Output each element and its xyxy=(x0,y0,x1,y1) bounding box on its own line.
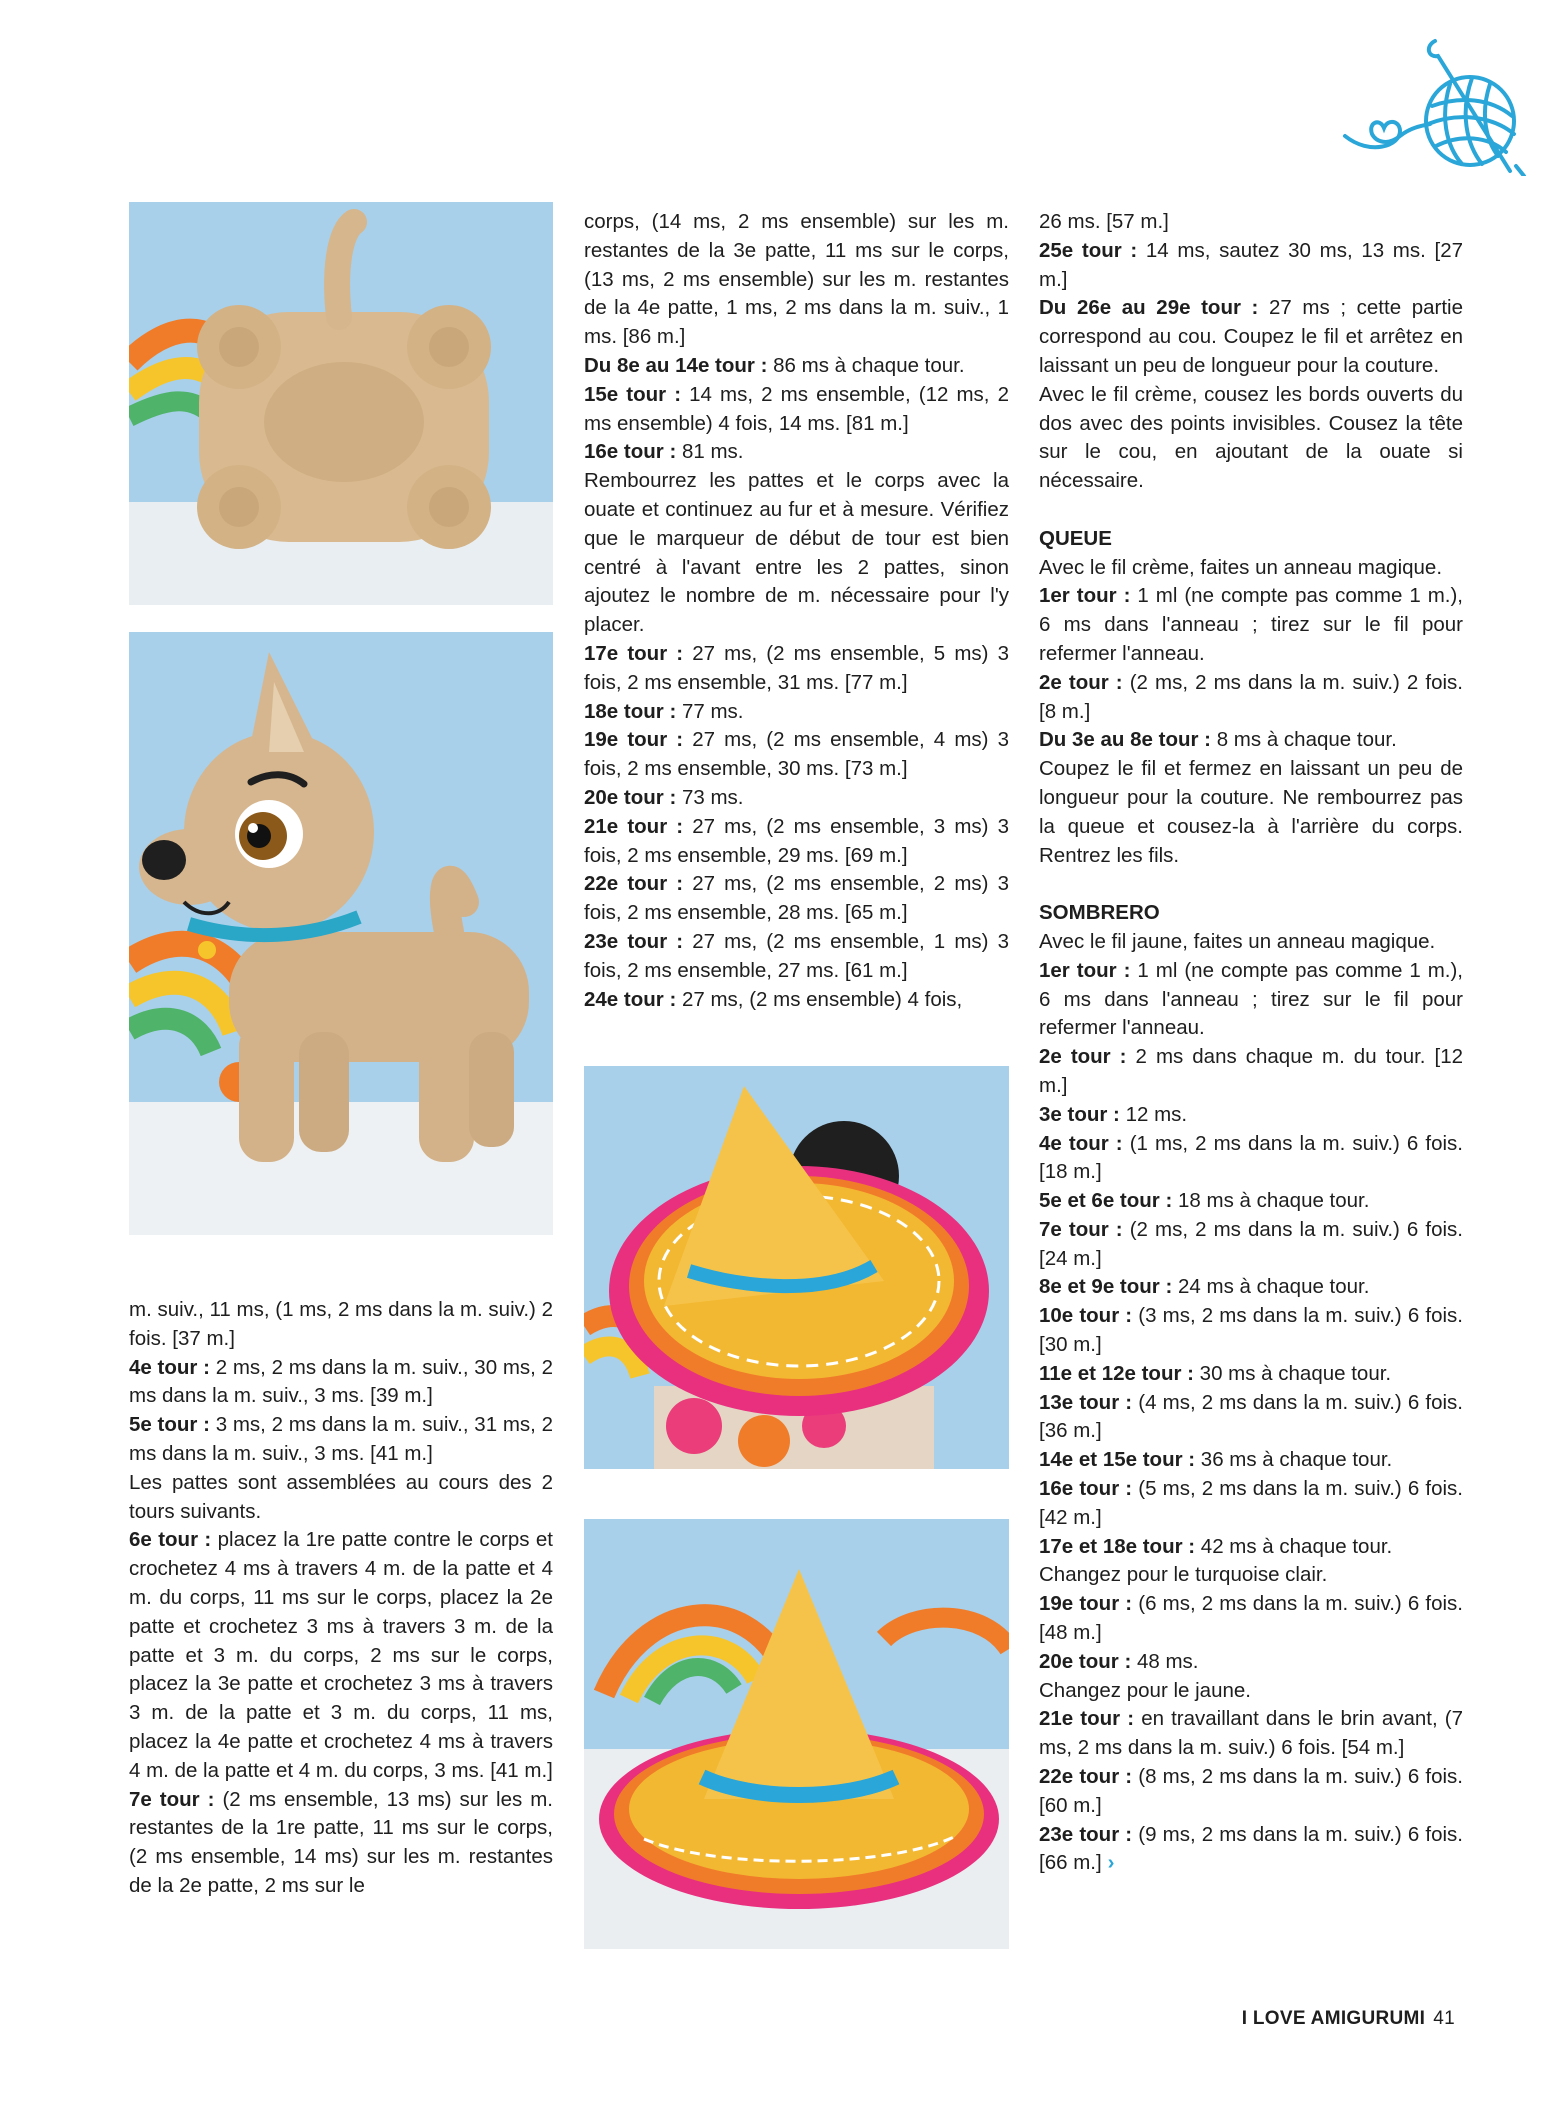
sombrero-image xyxy=(584,1519,1009,1949)
instruction-text: 27 ms, (2 ms ensemble, 4 ms) 3 fois, 2 ms ensemble, 30 ms. [73 m.] xyxy=(584,728,1009,781)
instruction-paragraph xyxy=(1039,1130,1463,1188)
instruction-text: 14 ms, sautez 30 ms, 13 ms. [27 m.] xyxy=(1039,238,1463,291)
instruction-paragraph xyxy=(584,986,1009,1015)
round-label: 7e tour : xyxy=(1039,1217,1123,1241)
instruction-paragraph xyxy=(1039,1043,1463,1101)
round-label: 5e et 6e tour : xyxy=(1039,1189,1173,1213)
instruction-paragraph xyxy=(1039,381,1463,496)
instruction-paragraph xyxy=(584,438,1009,467)
instruction-paragraph xyxy=(1039,1216,1463,1274)
continue-arrow-icon: › xyxy=(1107,1851,1115,1875)
round-label: 1er tour : xyxy=(1039,958,1131,982)
instruction-paragraph xyxy=(1039,554,1463,583)
page-footer xyxy=(1242,2008,1455,2030)
instruction-text: 14 ms, 2 ms ensemble, (12 ms, 2 ms ensemble) 4 fois, 14 ms. [81 m.] xyxy=(584,382,1009,435)
instruction-text: (8 ms, 2 ms dans la m. suiv.) 6 fois. [60 m.] xyxy=(1039,1765,1463,1817)
instruction-paragraph xyxy=(1039,1533,1463,1562)
magazine-name: I LOVE AMIGURUMI xyxy=(1241,2008,1426,2029)
instruction-paragraph xyxy=(1039,1187,1463,1216)
round-label: Du 8e au 14e tour : xyxy=(584,353,768,377)
instruction-paragraph xyxy=(584,467,1009,640)
instruction-text: 1 ml (ne compte pas comme 1 m.), 6 ms dans l'anneau ; tirez sur le fil pour refermer l'anneau. xyxy=(1039,584,1463,665)
dog-underside-image xyxy=(129,202,553,605)
text-column-2 xyxy=(584,208,1009,1014)
round-label: 24e tour : xyxy=(584,987,677,1011)
instruction-text: 27 ms ; cette partie correspond au cou. Coupez le fil et arrêtez en laissant un peu de longueur pour la couture. xyxy=(1039,296,1463,377)
round-label: 4e tour : xyxy=(129,1355,210,1379)
instruction-paragraph xyxy=(1039,1302,1463,1360)
instruction-text: 27 ms, (2 ms ensemble) 4 fois, xyxy=(676,987,963,1011)
instruction-text: Les pattes sont assemblées au cours des 2 tours suivants. xyxy=(129,1470,553,1523)
instruction-paragraph xyxy=(1039,1561,1463,1590)
round-label: 5e tour : xyxy=(129,1413,210,1437)
instruction-text: (1 ms, 2 ms dans la m. suiv.) 6 fois. [18 m.] xyxy=(1039,1131,1463,1184)
instruction-text: (5 ms, 2 ms dans la m. suiv.) 6 fois. [42 m.] xyxy=(1039,1477,1463,1529)
instruction-text: 24 ms à chaque tour. xyxy=(1172,1275,1370,1299)
round-label: 11e et 12e tour : xyxy=(1039,1361,1194,1385)
round-label: 16e tour : xyxy=(584,440,677,464)
instruction-text: Rembourrez les pattes et le corps avec la ouate et continuez au fur et à mesure. Vérifiez que le marqueur de début de tour est bien centré à l'avant entre les 2 pattes, sinon ajoutez le nombre de m. nécessaire pour l'y placer. xyxy=(584,469,1009,637)
instruction-paragraph xyxy=(1039,237,1463,295)
instruction-text: 77 ms. xyxy=(676,699,744,723)
instruction-text: 1 ml (ne compte pas comme 1 m.), 6 ms dans l'anneau ; tirez sur le fil pour refermer l'anneau. xyxy=(1039,958,1463,1040)
instruction-paragraph xyxy=(1039,1360,1463,1389)
round-label: 13e tour : xyxy=(1039,1390,1133,1414)
instruction-paragraph xyxy=(584,726,1009,784)
instruction-paragraph xyxy=(129,1296,553,1354)
section-heading: SOMBRERO xyxy=(1039,901,1160,925)
round-label: 19e tour : xyxy=(584,728,684,752)
instruction-paragraph xyxy=(129,1411,553,1469)
instruction-text: 27 ms, (2 ms ensemble, 3 ms) 3 fois, 2 ms ensemble, 29 ms. [69 m.] xyxy=(584,814,1009,867)
round-label: 17e tour : xyxy=(584,641,684,665)
instruction-text: 36 ms à chaque tour. xyxy=(1195,1448,1393,1472)
instruction-paragraph xyxy=(1039,755,1463,870)
instruction-paragraph xyxy=(1039,669,1463,727)
round-label: 22e tour : xyxy=(1039,1765,1133,1789)
instruction-paragraph xyxy=(1039,1475,1463,1533)
instruction-text: placez la 1re patte contre le corps et crochetez 4 ms à travers 4 m. de la patte et 4 m. du corps, 11 ms sur le corps, placez la 2e patte et crochetez 3 ms à travers 3 m. de la patte et 3 m. du corps, 2 ms sur le corps, placez la 3e patte et crochetez 3 ms à travers 3 m. de la patte et 3 m. du corps, 11 ms, placez la 4e patte et crochetez 4 ms à travers 4 m. de la patte et 4 m. du corps, 3 ms. [41 m.] xyxy=(129,1528,553,1782)
instruction-paragraph xyxy=(1039,1273,1463,1302)
round-label: 22e tour : xyxy=(584,872,684,896)
instruction-text: (3 ms, 2 ms dans la m. suiv.) 6 fois. [30 m.] xyxy=(1039,1304,1463,1357)
instruction-text: 27 ms, (2 ms ensemble, 5 ms) 3 fois, 2 ms ensemble, 31 ms. [77 m.] xyxy=(584,641,1009,694)
yarn-ball-logo xyxy=(1340,36,1530,176)
round-label: 14e et 15e tour : xyxy=(1039,1448,1196,1472)
instruction-paragraph xyxy=(1039,1648,1463,1677)
instruction-paragraph xyxy=(584,813,1009,871)
instruction-text: Avec le fil jaune, faites un anneau magique. xyxy=(1039,929,1436,953)
instruction-paragraph xyxy=(1039,1389,1463,1447)
round-label: 20e tour : xyxy=(1039,1649,1132,1673)
instruction-paragraph xyxy=(1039,582,1463,668)
instruction-text: Changez pour le turquoise clair. xyxy=(1039,1563,1328,1587)
round-label: 21e tour : xyxy=(584,814,684,838)
round-label: 18e tour : xyxy=(584,699,677,723)
instruction-text: 86 ms à chaque tour. xyxy=(767,353,965,377)
instruction-paragraph xyxy=(1039,1446,1463,1475)
photo-dog-underside xyxy=(129,202,553,605)
text-column-3 xyxy=(1039,208,1463,1878)
instruction-paragraph xyxy=(129,1786,553,1901)
round-label: 2e tour : xyxy=(1039,670,1123,694)
instruction-text: 3 ms, 2 ms dans la m. suiv., 31 ms, 2 ms dans la m. suiv., 3 ms. [41 m.] xyxy=(129,1413,553,1465)
instruction-paragraph xyxy=(584,640,1009,698)
instruction-text: 2 ms dans chaque m. du tour. [12 m.] xyxy=(1039,1045,1464,1097)
instruction-text: corps, (14 ms, 2 ms ensemble) sur les m. restantes de la 3e patte, 11 ms sur le corps, (13 ms, 2 ms ensemble) sur les m. restantes de la 4e patte, 1 ms, 2 ms dans la m. suiv., 1 ms. [86 m.] xyxy=(584,210,1009,349)
round-label: 8e et 9e tour : xyxy=(1039,1275,1173,1299)
round-label: 16e tour : xyxy=(1039,1477,1133,1501)
round-label: 7e tour : xyxy=(129,1787,215,1811)
instruction-paragraph xyxy=(1039,1590,1463,1648)
instruction-paragraph xyxy=(584,928,1009,986)
round-label: 20e tour : xyxy=(584,785,677,809)
instruction-text: (9 ms, 2 ms dans la m. suiv.) 6 fois. [66 m.] xyxy=(1039,1822,1463,1875)
instruction-text: 26 ms. [57 m.] xyxy=(1039,210,1169,233)
round-label: 3e tour : xyxy=(1039,1102,1120,1126)
instruction-text: en travaillant dans le brin avant, (7 ms, 2 ms dans la m. suiv.) 6 fois. [54 m.] xyxy=(1039,1707,1463,1760)
instruction-text: 27 ms, (2 ms ensemble, 2 ms) 3 fois, 2 ms ensemble, 28 ms. [65 m.] xyxy=(584,872,1009,925)
instruction-text: 81 ms. xyxy=(676,440,744,464)
instruction-text: (4 ms, 2 ms dans la m. suiv.) 6 fois. [36 m.] xyxy=(1039,1390,1463,1443)
round-label: 25e tour : xyxy=(1039,238,1138,262)
instruction-paragraph xyxy=(1039,1101,1463,1130)
page-number: 41 xyxy=(1433,2008,1455,2029)
instruction-text: 30 ms à chaque tour. xyxy=(1193,1361,1392,1385)
round-label: 2e tour : xyxy=(1039,1045,1127,1069)
instruction-text: (6 ms, 2 ms dans la m. suiv.) 6 fois. [48 m.] xyxy=(1039,1592,1463,1645)
spacer xyxy=(1039,496,1463,525)
instruction-text: Avec le fil crème, faites un anneau magique. xyxy=(1039,555,1443,579)
photo-dog-side xyxy=(129,632,553,1235)
round-label: 1er tour : xyxy=(1039,584,1131,608)
round-label: 4e tour : xyxy=(1039,1131,1123,1155)
instruction-paragraph xyxy=(1039,1821,1463,1879)
instruction-text: 48 ms. xyxy=(1131,1649,1199,1673)
instruction-paragraph xyxy=(1039,928,1463,957)
instruction-paragraph xyxy=(584,381,1009,439)
round-label: 19e tour : xyxy=(1039,1592,1133,1616)
instruction-text: 18 ms à chaque tour. xyxy=(1172,1189,1370,1213)
instruction-paragraph xyxy=(1039,726,1463,755)
instruction-paragraph xyxy=(1039,957,1463,1043)
round-label: 21e tour : xyxy=(1039,1707,1135,1731)
round-label: 23e tour : xyxy=(584,929,684,953)
round-label: Du 3e au 8e tour : xyxy=(1039,728,1212,752)
round-label: 17e et 18e tour : xyxy=(1039,1534,1196,1558)
instruction-paragraph xyxy=(129,1526,553,1785)
instruction-text: 42 ms à chaque tour. xyxy=(1195,1534,1393,1558)
instruction-paragraph xyxy=(584,208,1009,352)
instruction-paragraph xyxy=(1039,294,1463,380)
instruction-text: 8 ms à chaque tour. xyxy=(1211,728,1397,752)
instruction-paragraph xyxy=(129,1469,553,1527)
instruction-paragraph xyxy=(584,698,1009,727)
instruction-paragraph xyxy=(584,352,1009,381)
round-label: 10e tour : xyxy=(1039,1304,1133,1328)
instruction-text: 27 ms, (2 ms ensemble, 1 ms) 3 fois, 2 ms ensemble, 27 ms. [61 m.] xyxy=(584,929,1009,982)
instruction-paragraph xyxy=(1039,208,1463,237)
instruction-text: m. suiv., 11 ms, (1 ms, 2 ms dans la m. suiv.) 2 fois. [37 m.] xyxy=(129,1298,553,1350)
instruction-paragraph xyxy=(1039,1705,1463,1763)
instruction-paragraph xyxy=(1039,1763,1463,1821)
instruction-text: 12 ms. xyxy=(1119,1102,1188,1126)
round-label: 15e tour : xyxy=(584,382,682,406)
text-column-1 xyxy=(129,1296,553,1901)
section-heading: QUEUE xyxy=(1039,526,1112,550)
photo-sombrero-on-dog xyxy=(584,1066,1009,1469)
round-label: 6e tour : xyxy=(129,1528,212,1552)
instruction-text: (2 ms ensemble, 13 ms) sur les m. restantes de la 1re patte, 11 ms sur le corps, (2 ms ensemble, 14 ms) sur les m. restantes de la 2e patte, 2 ms sur le xyxy=(129,1787,553,1897)
instruction-text: (2 ms, 2 ms dans la m. suiv.) 2 fois. [8 m.] xyxy=(1039,670,1463,723)
instruction-text: Coupez le fil et fermez en laissant un peu de longueur pour la couture. Ne rembourrez pas la queue et cousez-la à l'arrière du corps. Rentrez les fils. xyxy=(1039,757,1463,867)
instruction-paragraph xyxy=(1039,1677,1463,1706)
instruction-paragraph xyxy=(584,784,1009,813)
instruction-text: (2 ms, 2 ms dans la m. suiv.) 6 fois. [24 m.] xyxy=(1039,1217,1463,1270)
photo-sombrero xyxy=(584,1519,1009,1949)
instruction-text: Avec le fil crème, cousez les bords ouverts du dos avec des points invisibles. Cousez la tête sur le cou, en ajoutant de la ouate si nécessaire. xyxy=(1039,382,1463,493)
spacer xyxy=(1039,870,1463,899)
instruction-text: Changez pour le jaune. xyxy=(1039,1678,1251,1702)
instruction-text: 73 ms. xyxy=(676,785,744,809)
dog-side-image xyxy=(129,632,553,1235)
round-label: 23e tour : xyxy=(1039,1822,1133,1846)
sombrero-on-dog-image xyxy=(584,1066,1009,1469)
instruction-paragraph xyxy=(584,870,1009,928)
round-label: Du 26e au 29e tour : xyxy=(1039,296,1259,320)
instruction-paragraph xyxy=(129,1354,553,1412)
instruction-text: 2 ms, 2 ms dans la m. suiv., 30 ms, 2 ms dans la m. suiv., 3 ms. [39 m.] xyxy=(129,1355,553,1408)
